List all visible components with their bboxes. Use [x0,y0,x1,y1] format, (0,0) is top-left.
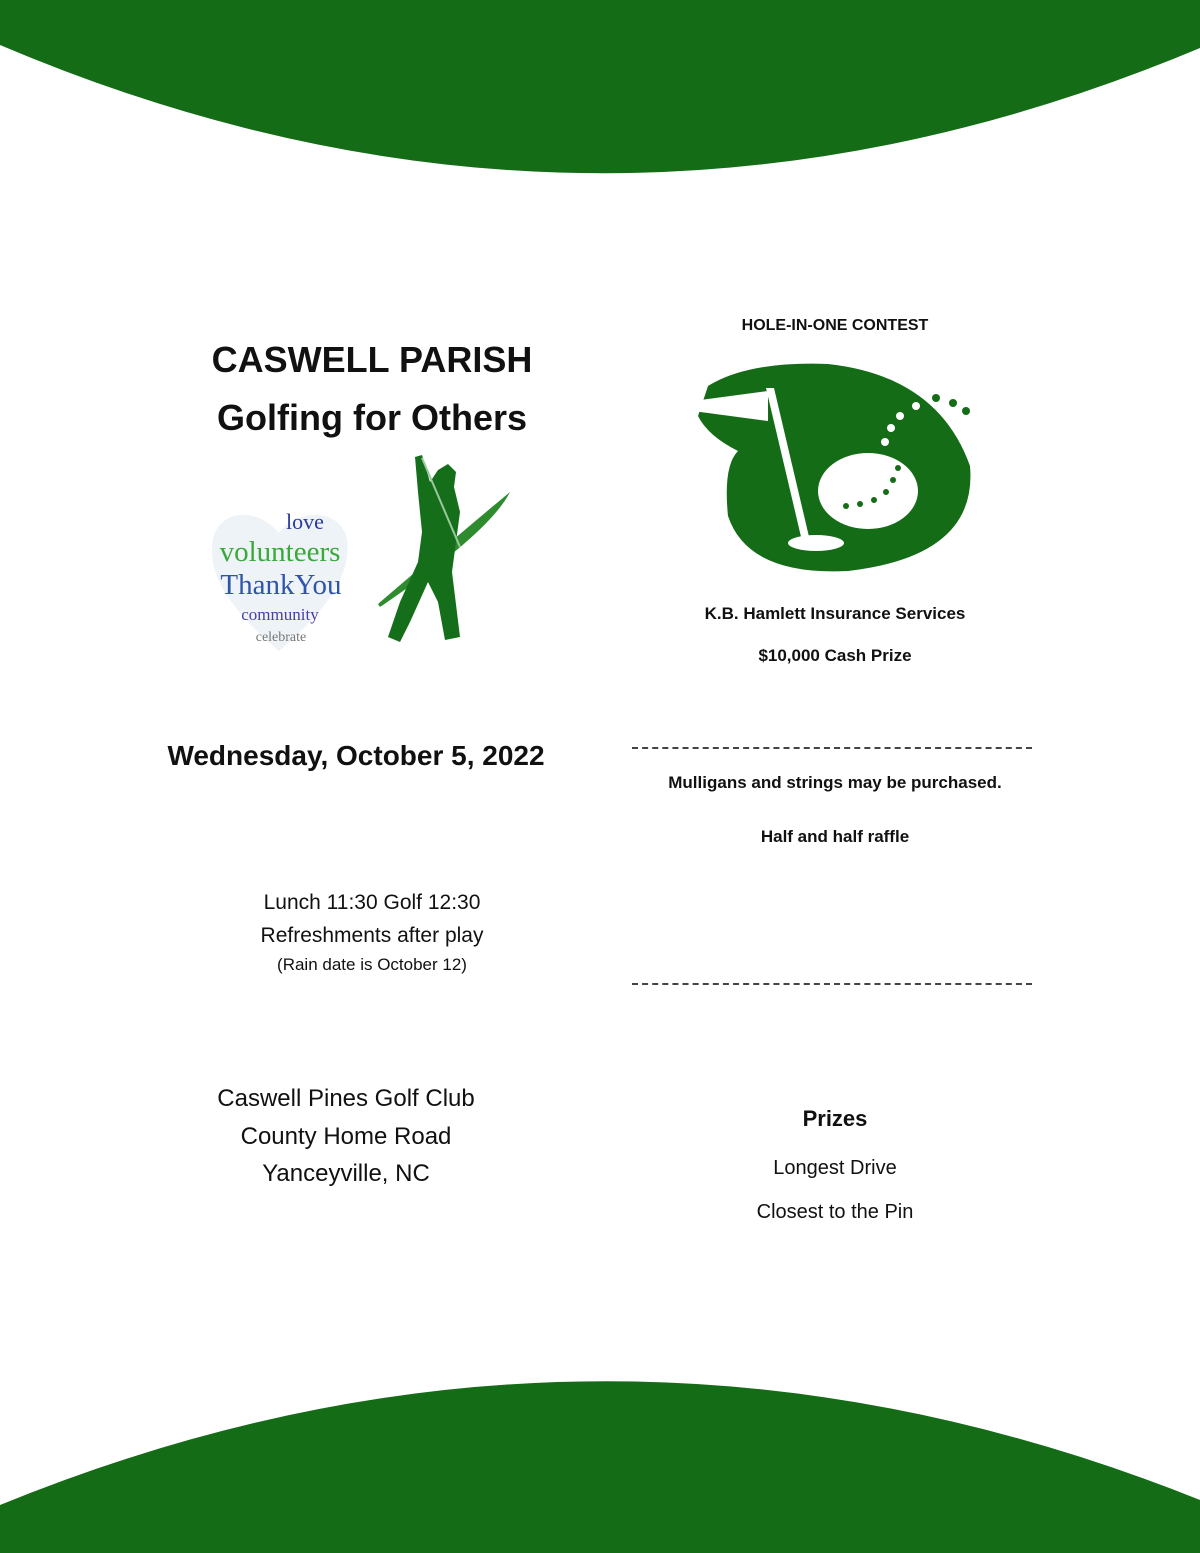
event-title: CASWELL PARISH [211,339,533,380]
rain-date-note: (Rain date is October 12) [277,955,467,974]
prizes-heading: Prizes [802,1106,868,1131]
contest-title: HOLE-IN-ONE CONTEST [741,317,929,334]
golfer-silhouette-icon [360,452,530,647]
word-love: love [286,509,324,534]
mulligans-note: Mulligans and strings may be purchased. [668,773,1002,792]
golf-flag-ball-logo [688,356,978,578]
refreshments-note: Refreshments after play [260,924,484,947]
word-celebrate: celebrate [255,630,307,645]
prize-closest-to-pin: Closest to the Pin [756,1201,914,1223]
sponsor-name: K.B. Hamlett Insurance Services [704,604,966,623]
prize-longest-drive: Longest Drive [773,1157,897,1179]
event-date: Wednesday, October 5, 2022 [167,740,545,771]
word-thank-you: ThankYou [220,569,342,601]
bottom-green-arc [0,1381,1200,1553]
word-cloud-heart-image [205,505,355,653]
venue-city: Yanceyville, NC [262,1160,430,1187]
venue-street: County Home Road [240,1123,452,1150]
word-community: community [241,605,319,624]
word-volunteers: volunteers [219,536,341,568]
venue-name: Caswell Pines Golf Club [217,1085,475,1112]
raffle-note: Half and half raffle [760,827,910,846]
cash-prize: $10,000 Cash Prize [758,646,912,665]
dashed-divider-top [632,747,1032,749]
schedule-times: Lunch 11:30 Golf 12:30 [263,891,481,914]
top-green-arc [0,0,1200,173]
event-subtitle: Golfing for Others [217,397,527,438]
dashed-divider-bottom [632,983,1032,985]
